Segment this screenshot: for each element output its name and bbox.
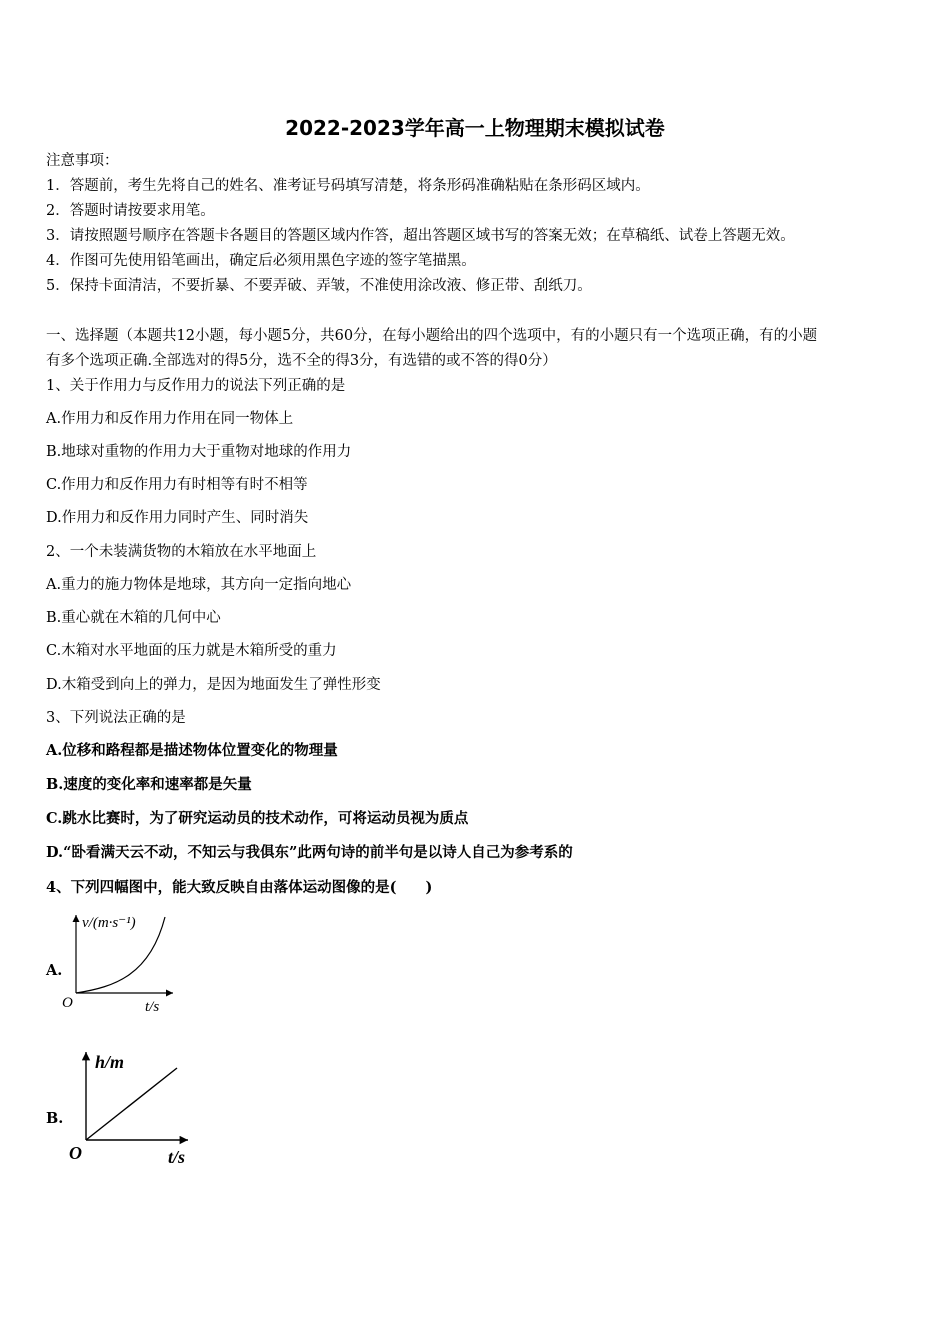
question-option: A.位移和路程都是描述物体位置变化的物理量	[46, 742, 338, 759]
notice-item: 3．请按照题号顺序在答题卡各题目的答题区域内作答，超出答题区域书写的答案无效；在草稿纸、试卷上答题无效。	[46, 228, 795, 244]
y-axis-label: v/(m·s⁻¹)	[82, 915, 136, 931]
graph-option-label: A.	[46, 962, 63, 979]
question-option: B.速度的变化率和速率都是矢量	[46, 776, 252, 793]
question-option: D.作用力和反作用力同时产生、同时消失	[46, 510, 309, 526]
question-option: C.跳水比赛时，为了研究运动员的技术动作，可将运动员视为质点	[46, 810, 469, 827]
notice-heading: 注意事项：	[46, 153, 119, 169]
question-option: C.木箱对水平地面的压力就是木箱所受的重力	[46, 643, 337, 659]
y-axis-label: h/m	[95, 1052, 125, 1072]
question-option: A.作用力和反作用力作用在同一物体上	[46, 411, 294, 427]
x-axis-label: t/s	[168, 1147, 186, 1167]
section-instructions: 有多个选项正确.全部选对的得5分，选不全的得3分，有选错的或不答的得0分）	[46, 353, 557, 369]
question-option: B.重心就在木箱的几何中心	[46, 610, 221, 626]
origin-label: O	[69, 1143, 82, 1163]
question-option: C.作用力和反作用力有时相等有时不相等	[46, 477, 308, 493]
line	[86, 1068, 177, 1140]
notice-item: 5．保持卡面清洁，不要折暴、不要弄破、弄皱，不准使用涂改液、修正带、刮纸刀。	[46, 278, 592, 294]
question-stem: 2、一个未装满货物的木箱放在水平地面上	[46, 544, 317, 560]
graph-a-velocity-time	[55, 905, 185, 1020]
x-axis-label: t/s	[145, 999, 160, 1015]
question-stem: 4、下列四幅图中，能大致反映自由落体运动图像的是( )	[46, 879, 433, 896]
section-instructions: 一、选择题（本题共12小题，每小题5分，共60分，在每小题给出的四个选项中，有的小题只有一个选项正确，有的小题	[46, 328, 818, 344]
notice-item: 1．答题前，考生先将自己的姓名、准考证号码填写清楚，将条形码准确粘贴在条形码区域内。	[46, 178, 650, 194]
origin-label: O	[62, 995, 73, 1011]
question-option: D.木箱受到向上的弹力，是因为地面发生了弹性形变	[46, 677, 381, 693]
page-title: 2022-2023学年高一上物理期末模拟试卷	[285, 116, 665, 140]
question-option: A.重力的施力物体是地球，其方向一定指向地心	[46, 577, 352, 593]
question-stem: 1、关于作用力与反作用力的说法下列正确的是	[46, 378, 346, 394]
graph-b-height-time	[60, 1040, 205, 1170]
question-option: D.“卧看满天云不动，不知云与我俱东”此两句诗的前半句是以诗人自己为参考系的	[46, 844, 573, 861]
notice-item: 2．答题时请按要求用笔。	[46, 203, 215, 219]
graph-option-label: B.	[46, 1110, 64, 1127]
question-option: B.地球对重物的作用力大于重物对地球的作用力	[46, 444, 352, 460]
question-stem: 3、下列说法正确的是	[46, 710, 186, 726]
notice-item: 4．作图可先使用铅笔画出，确定后必须用黑色字迹的签字笔描黑。	[46, 253, 476, 269]
